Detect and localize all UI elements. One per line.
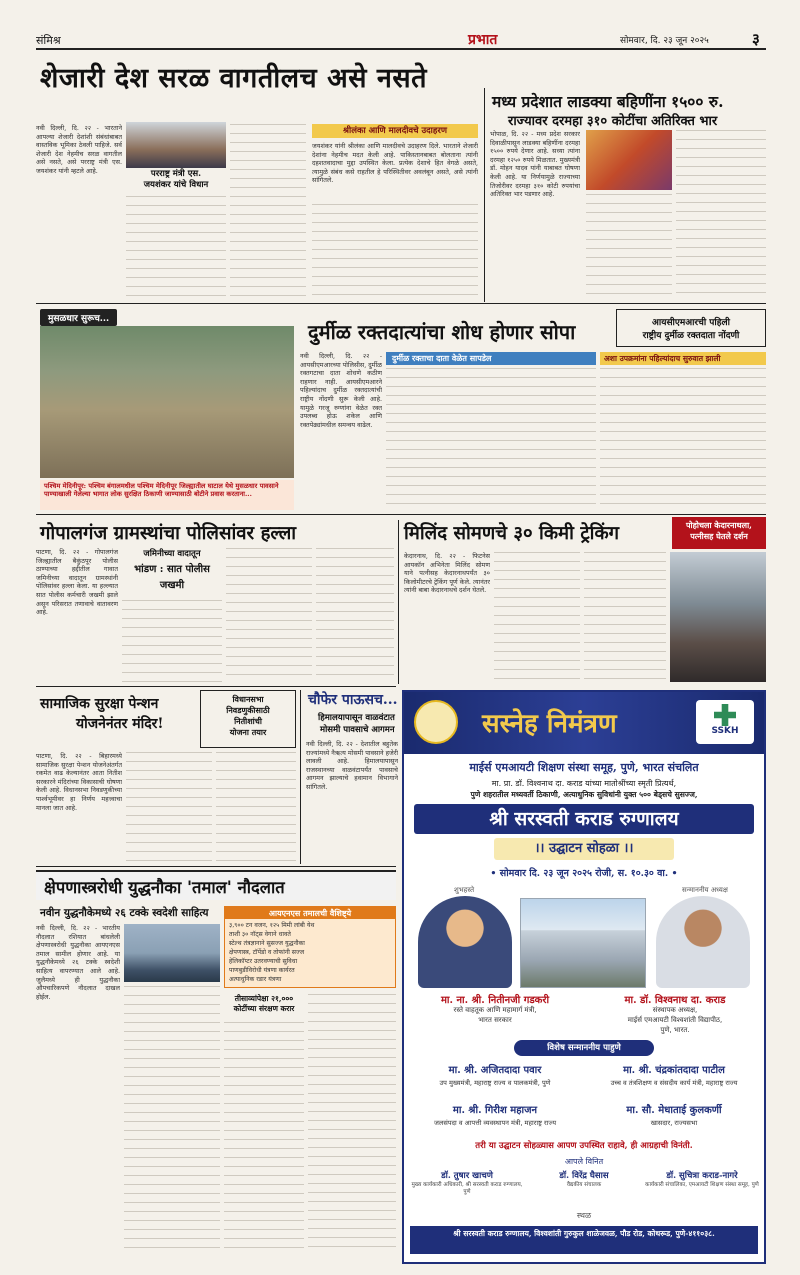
ad-special-guest: मा. श्री. गिरीश महाजन जलसंपदा व आपत्ती व्यवस्थापन मंत्री, महाराष्ट्र राज्य [433, 1105, 557, 1127]
chaufer-sub-2: मोसमी पावसाचे आगमन [320, 725, 395, 735]
tamal-feature-item: हेलिकॉप्टर उतरवण्याची सुविधा [229, 958, 298, 965]
pension-col-2 [126, 752, 212, 862]
ad-host: डॉ. विरेंद्र घैसास वैद्यकीय संचालक [559, 1171, 609, 1188]
ad-guest-title-1: रस्ते वाहतूक आणि महामार्ग मंत्री, [453, 1006, 537, 1014]
gopalganj-col-2 [122, 600, 222, 682]
gopalganj-col-4 [316, 548, 394, 682]
ad-host: डॉ. सुचित्रा कराड-नागरे कार्यकारी संचालिका, एमआयटी शिक्षण संस्था समूह, पुणे [645, 1171, 759, 1188]
ad-guest-role: शुभहस्ते [454, 886, 475, 894]
tamal-col-4 [308, 994, 396, 1254]
pension-body: पाटणा, दि. २२ - बिहारमध्ये सामाजिक सुरक्षा पेन्शन योजनेअंतर्गत रकमेत वाढ केल्यानंतर आता नितीश सरकारने मंदिरांच्या विकासाची घोषणा केली आहे. विधानसभा निवडणुकीच्या पार्श्वभूमीवर हा निर्णय महत्त्वाचा मानला जात आहे. [36, 752, 122, 812]
durmil-body: नवी दिल्ली, दि. २२ - आयसीएमआरच्या पोलिसीस, दुर्मीळ रक्तगटाचा दाता शोधणे कठीण राहणार नाही. आयसीएमआरने पहिल्यांदाच दुर्मीळ रक्तदात्यांची राष्ट्रीय नोंदणी सुरू केली आहे. यामुळे गरजू रुग्णांना वेळेत रक्त उपलब्ध होऊ शकेल आणि रक्तपेढ्यांमधील समन्वय वाढेल. [300, 352, 382, 429]
ad-special-guest: मा. श्री. चंद्रकांतदादा पाटील उच्च व तंत्रशिक्षण व संसदीय कार्य मंत्री, महाराष्ट्र राज्य [610, 1065, 738, 1087]
headline-shejari: शेजारी देश सरळ वागतीलच असे नसते [40, 63, 427, 94]
section-label: संमिश्र [36, 34, 61, 47]
headline-pension-1: सामाजिक सुरक्षा पेन्शन [40, 696, 159, 712]
tamal-stat: तीसाव्यांपेक्षा २१,००० कोटींच्या संरक्षण करार [233, 994, 295, 1013]
ad-logo-mark-icon [714, 704, 736, 726]
ladki-col-3 [676, 130, 766, 300]
durmil-subhead-1: दुर्मीळ रक्ताचा दाता वेळेत सापडेल [386, 352, 596, 365]
ad-host: डॉ. तुषार खाचणे मुख्य कार्यकारी अधिकारी, श्री सरस्वती कराड रुग्णालय, पुणे [411, 1171, 523, 1195]
durmil-side-label: आयसीएमआरची पहिली राष्ट्रीय दुर्मीळ रक्तदाता नोंदणी [616, 309, 766, 347]
ad-logo: SSKH [696, 700, 754, 744]
paper-logo: प्रभात [468, 32, 498, 48]
ad-line-3: पुणे शहरातील मध्यवर्ती ठिकाणी, अत्याधुनिक सुविधांनी युक्त ५०० बेड्सचे सुसज्ज, [470, 790, 698, 799]
ad-guest-name: मा. ना. श्री. नितीनजी गडकरी [440, 995, 550, 1006]
ad-special-heading: विशेष सन्माननीय पाहुणे [514, 1040, 654, 1056]
tamal-feature-item: स्टेल्थ तंत्रज्ञानाने सुसज्ज युद्धनौका [229, 940, 305, 947]
headline-milind: मिलिंद सोमणचे ३० किमी ट्रेकिंग [404, 523, 620, 544]
gopalganj-box: जमिनीच्या वादातून भांडण : सात पोलीस जखमी [134, 549, 210, 591]
ad-special-guest: मा. श्री. अजितदादा पवार उप मुख्यमंत्री, महाराष्ट्र राज्य व पालकमंत्री, पुणे [439, 1065, 551, 1087]
chaufer-sub-1: हिमालयापासून वाळवंटात [318, 713, 395, 723]
headline-pension-2: योजनेनंतर मंदिर! [76, 716, 164, 732]
milind-col-3 [584, 552, 666, 682]
ad-chair-title-3: पुणे, भारत. [660, 1026, 690, 1034]
headline-ladki: मध्य प्रदेशात लाडक्या बहिणींना १५०० रु. [492, 92, 724, 111]
ad-emblem-icon [414, 700, 458, 744]
tamal-features-list [225, 919, 395, 986]
durmil-col-2 [386, 368, 596, 504]
ad-special-guest: मा. सौ. मेधाताई कुलकर्णी खासदार, राज्यसभा [626, 1105, 722, 1127]
headline-gopalganj: गोपालगंज ग्रामस्थांचा पोलिसांवर हल्ला [40, 523, 297, 544]
durmil-col-3 [600, 368, 766, 504]
tamal-feature-item: ३,९०० टन वजन, १२५ मिमी लांबी येथ [229, 922, 315, 929]
page-date: सोमवार, दि. २३ जून २०२५ [620, 36, 709, 46]
masthead [0, 0, 800, 50]
ad-chair-name: मा. डॉ. विश्वनाथ दा. कराड [624, 995, 726, 1006]
milind-tag: पोहोचला केदारनाथला, पत्नीसह घेतले दर्शन [672, 517, 766, 549]
ad-venue: श्री सरस्वती कराड रुग्णालय, विश्वशांती गुरुकुल शाळेजवळ, पौड रोड, कोथरूड, पुणे-४११०३८. [410, 1226, 758, 1254]
ad-datetime: • सोमवार दि. २३ जून २०२५ रोजी, स. १०.३० वा. • [490, 868, 678, 879]
chaufer-body: नवी दिल्ली, दि. २२ - देशातील बहुतेक राज्यांमध्ये नैऋत्य मोसमी पावसाने हजेरी लावली आहे. हिमालयापासून राजस्थानच्या वाळवंटापर्यंत पावसाचे आगमन झाल्याचे हवामान विभागाने सांगितले. [306, 740, 398, 791]
shejari-col-5 [312, 204, 478, 300]
jaishankar-caption: परराष्ट्र मंत्री एस. जयशंकर यांचे विधान [143, 169, 209, 190]
tamal-features-title: आयएनएस तमालची वैशिष्ट्ये [225, 907, 395, 919]
milind-col-2 [494, 552, 580, 682]
headline-durmil: दुर्मीळ रक्तदात्यांचा शोध होणार सोपा [308, 320, 576, 344]
ad-hospital-name: श्री सरस्वती कराड रुग्णालय [414, 804, 754, 834]
ladki-photo [586, 130, 672, 190]
flood-photo [40, 326, 294, 478]
ad-line-2: मा. प्रा. डॉ. विश्वनाथ दा. कराड यांच्या मातोश्रींच्या स्मृती प्रित्यर्थ, [491, 779, 677, 788]
jaishankar-photo [126, 122, 226, 168]
hospital-ad [402, 690, 766, 1264]
shejari-subhead: श्रीलंका आणि मालदीवचे उदाहरण [312, 124, 478, 138]
shejari-body: जयशंकर यांनी श्रीलंका आणि मालदीवचे उदाहरण दिले. भारताने शेजारी देशांना नेहमीच मदत केली आहे. पाकिस्तानबाबत बोलताना त्यांनी दहशतवादाचा मुद्दा उपस्थित केला. प्रत्येक देशाचे हित वेगळे असते, त्यामुळे संबंध कसे राहतील हे परिस्थितीवर अवलंबून असते, असे त्यांनी सांगितले. [312, 142, 478, 185]
ad-guest-title-2: भारत सरकार [478, 1016, 512, 1024]
shejari-col-2 [126, 196, 226, 300]
ladki-col-2 [586, 194, 672, 300]
milind-photo [670, 552, 766, 682]
tamal-col-3 [224, 1022, 304, 1254]
ad-venue-label: स्थळ [576, 1211, 592, 1220]
subhead-ladki: राज्यावर दरमहा ३१० कोटींचा अतिरिक्त भार [508, 114, 718, 129]
tamal-col-2 [124, 986, 220, 1254]
pension-col-3 [216, 752, 296, 862]
subhead-tamal: नवीन युद्धनौकेमध्ये २६ टक्के स्वदेशी साहित्य [40, 907, 209, 919]
ad-chair-photo [656, 896, 750, 988]
tamal-feature-item: ताशी ३० नॉट्स वेगाने धावते [229, 931, 291, 938]
tamal-banner [36, 870, 396, 900]
tamal-body: नवी दिल्ली, दि. २२ - भारतीय नौदलात रशियात बांधलेली क्षेपणास्त्ररोधी युद्धनौका आयएनएस तमाल सामील होणार आहे. या युद्धनौकेमध्ये २६ टक्के स्वदेशी साहित्य वापरण्यात आले आहे. जुलैमध्ये ही युद्धनौका औपचारिकपणे नौदलात दाखल होईल. [36, 924, 120, 1001]
ladki-body: भोपाळ, दि. २२ - मध्य प्रदेश सरकार दिवाळीपासून लाडक्या बहिणींना दरमहा १५०० रुपये देणार आहे. सध्या त्यांना दरमहा १२५० रुपये मिळतात. मुख्यमंत्री डॉ. मोहन यादव यांनी याबाबत घोषणा केली आहे. या निर्णयामुळे राज्याच्या तिजोरीवर दरमहा ३१० कोटी रुपयांचा अतिरिक्त भार पडणार आहे. [490, 130, 580, 199]
ad-chair-title-2: माईर्स एमआयटी विश्वशांती विद्यापीठ, [627, 1016, 723, 1024]
ad-header [404, 692, 764, 754]
gopalganj-col-3 [226, 548, 312, 682]
pension-box: विधानसभा निवडणुकीसाठी नितीशांची योजना तयार [200, 690, 296, 748]
tamal-features [224, 906, 396, 988]
ad-guest-photo [418, 896, 512, 988]
flood-caption: पश्चिम मेदिनीपूर: पश्चिम बंगालमधील पश्चिम मेदिनीपूर जिल्ह्यातील घाटाल येथे मुसळधार पावसाने पाण्याखाली गेलेल्या भागात लोक सुरक्षित ठिकाणी जाण्यासाठी बोटीने प्रवास करताना... [40, 480, 294, 510]
tamal-feature-item: अत्याधुनिक रडार यंत्रणा [229, 976, 282, 983]
ad-chair-title-1: संस्थापक अध्यक्ष, [652, 1006, 698, 1014]
shejari-col-3 [230, 124, 306, 300]
ad-building-photo [520, 898, 646, 988]
durmil-subhead-2: अशा उपक्रमांना पहिल्यांदाच सुरुवात झाली [600, 352, 766, 365]
headline-tamal: क्षेपणास्त्ररोधी युद्धनौका 'तमाल' नौदलात [44, 878, 285, 897]
tamal-feature-item: पाणबुडीविरोधी यंत्रणा कार्यरत [229, 967, 295, 974]
milind-body: केदारनाथ, दि. २२ - फिटनेस आयकॉन अभिनेता मिलिंद सोमण याने पत्नीसह केदारनाथपर्यंत ३० किलोमीटरचे ट्रेकिंग पूर्ण केले. त्यानंतर त्यांनी बाबा केदारनाथचे दर्शन घेतले. [404, 552, 490, 595]
headline-chaufer: चौफेर पाऊसच... [308, 692, 398, 708]
gopalganj-body: पाटणा, दि. २२ - गोपालगंज जिल्ह्यातील बैकुंठपूर पोलीस ठाण्याच्या हद्दीतील गावात जमिनीच्या वादातून ग्रामस्थांनी पोलिसांवर हल्ला केला. या हल्ल्यात सात पोलीस कर्मचारी जखमी झाले असून परिसरात तणावाचे वातावरण आहे. [36, 548, 118, 617]
page-number: ३ [752, 30, 760, 48]
tamal-photo [124, 924, 220, 982]
ad-org: माईर्स एमआयटी शिक्षण संस्था समूह, पुणे, भारत संचलित [469, 761, 699, 774]
ad-chair-role: सन्माननीय अध्यक्ष [682, 886, 728, 894]
ad-title: सस्नेह निमंत्रण [482, 709, 617, 739]
ad-invite-line: तरी या उद्घाटन सोहळ्यास आपण उपस्थित राहावे, ही आग्रहाची विनंती. [475, 1141, 693, 1151]
ad-ceremony: ।। उद्घाटन सोहळा ।। [494, 838, 674, 860]
ad-hosts-heading: आपले विनित [564, 1157, 604, 1166]
shejari-lede: नवी दिल्ली, दि. २२ - भारताने आपल्या शेजारी देशांशी संबंधांबाबत वास्तविक भूमिका ठेवली पाहिजे. सर्व शेजारी देश नेहमीच सरळ वागतील असे नसते, असे परराष्ट्र मंत्री एस. जयशंकर यांनी म्हटले आहे. [36, 124, 122, 175]
tamal-feature-item: क्षेपणास्त्र, टॉर्पेडो व तोफांनी सज्ज [229, 949, 305, 956]
flood-tag: मुसळधार सुरूच... [40, 309, 117, 326]
